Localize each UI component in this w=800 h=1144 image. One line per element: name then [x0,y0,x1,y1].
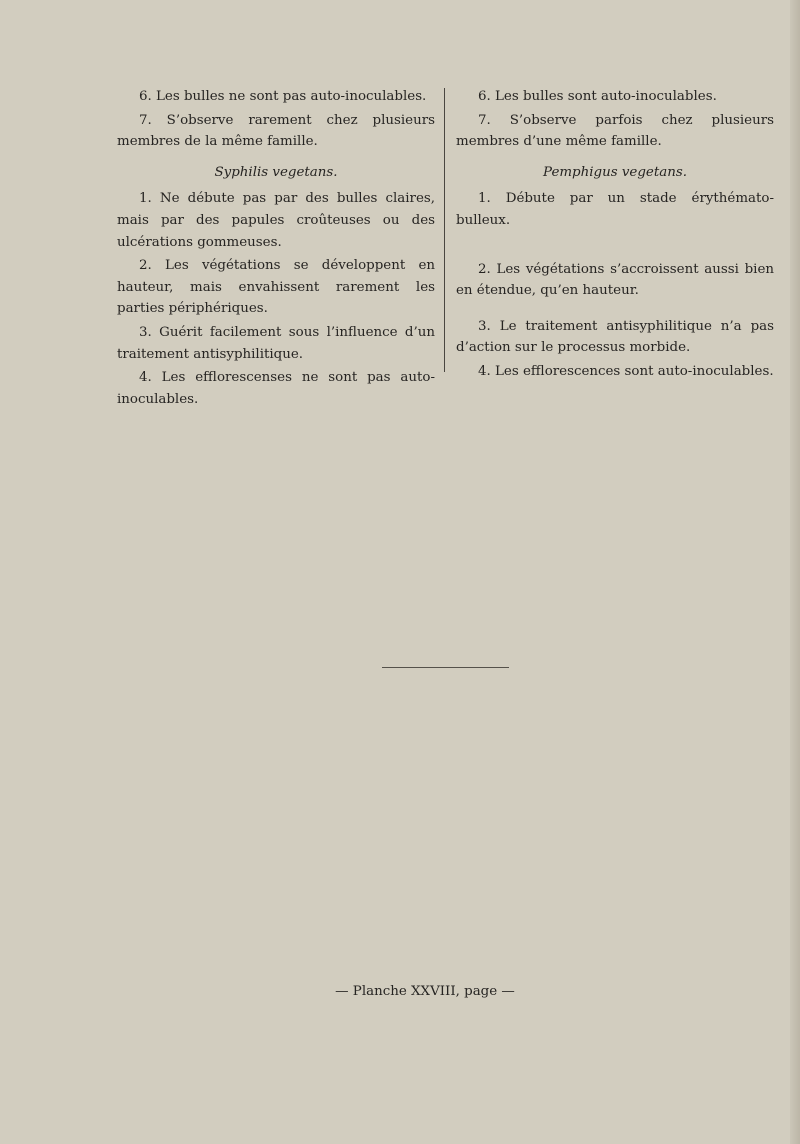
left-item-2: 2. Les végétations se développent en hauteur, mais envahissent rarement les parties périphériques. [117,258,435,317]
left-item-7: 7. S’observe rarement chez plusieurs membres de la même famille. [117,112,435,150]
section-separator [382,667,509,668]
right-item-7: 7. S’observe parfois chez plusieurs membres d’une même famille. [456,112,774,150]
right-column [456,86,774,385]
right-item-2: 2. Les végétations s’accroissent aussi bien en étendue, qu’en hauteur. [456,261,774,299]
left-item-4: 4. Les efflorescenses ne sont pas auto-inoculables. [117,370,435,407]
page-edge [790,0,800,1144]
left-item-6: 6. Les bulles ne sont pas auto-inoculables. [139,89,427,104]
right-item-1: 1. Débute par un stade érythémato-bulleux. [456,191,774,228]
right-item-4: 4. Les efflorescences sont auto-inoculables. [478,363,774,379]
column-divider [444,88,445,372]
page-footer: — Planche XXVIII, page — [335,984,515,999]
left-heading: Syphilis vegetans. [214,164,338,180]
left-column [117,86,435,412]
left-item-3: 3. Guérit facilement sous l’influence d’un traitement antisyphilitique. [117,324,435,362]
left-item-1: 1. Ne débute pas par des bulles claires, mais par des papules croûteuses ou des ulcérations gommeuses. [117,191,435,250]
right-item-3: 3. Le traitement antisyphilitique n’a pas d’action sur le processus morbide. [456,318,774,356]
right-item-6: 6. Les bulles sont auto-inoculables. [478,89,717,104]
right-heading: Pemphigus vegetans. [543,164,687,180]
